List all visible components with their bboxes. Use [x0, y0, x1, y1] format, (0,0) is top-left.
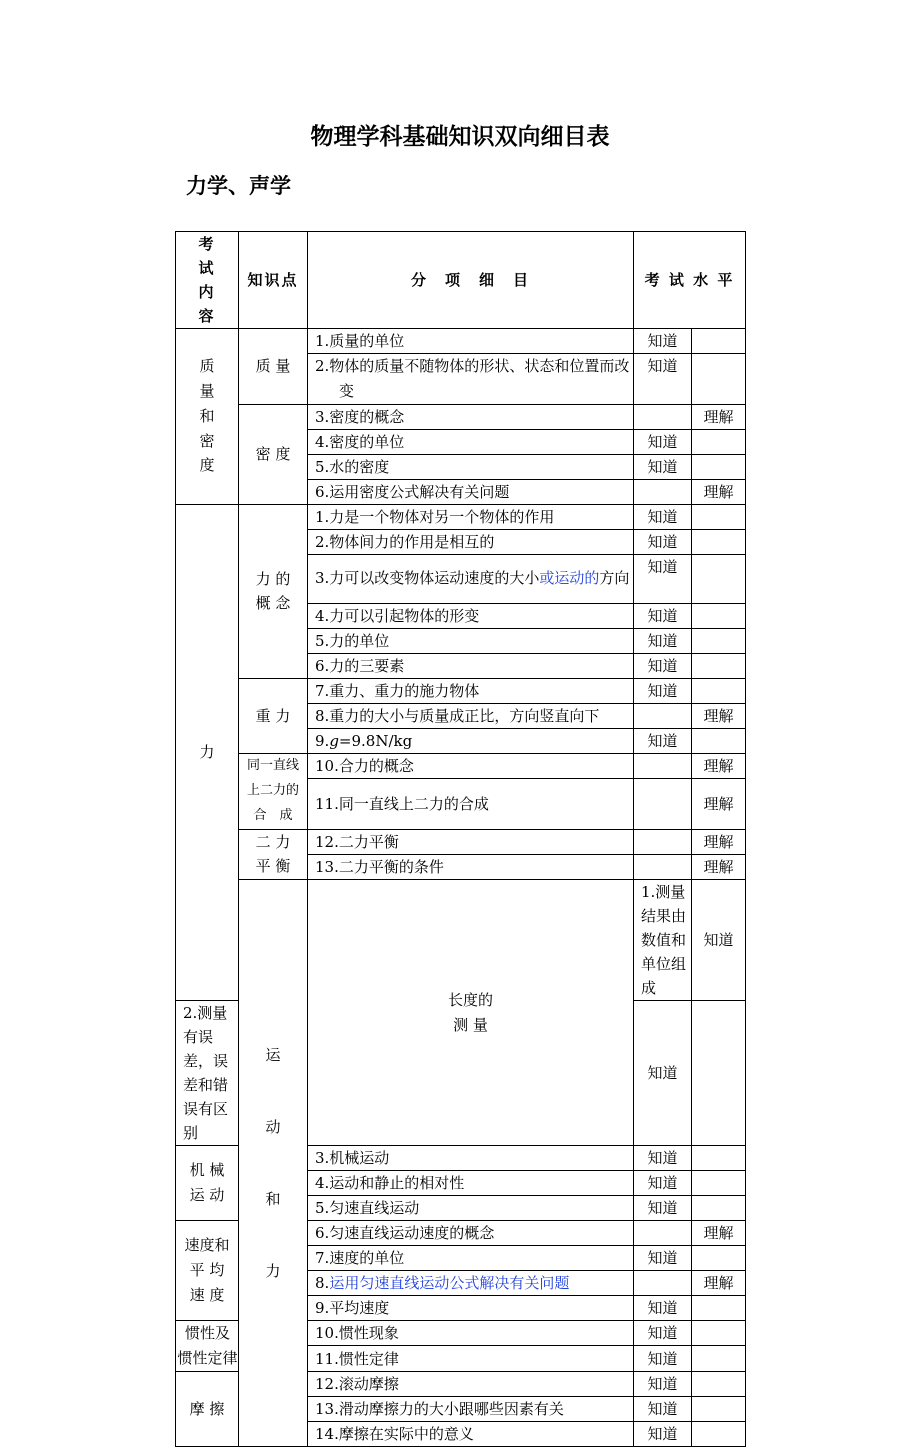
item-cell: 13.滑动摩擦力的大小跟哪些因素有关: [308, 1396, 634, 1421]
level-know: 知道: [634, 1246, 692, 1271]
level-know: [634, 854, 692, 879]
item-cell: 2.物体间力的作用是相互的: [308, 529, 634, 554]
level-understand: [692, 654, 746, 679]
level-understand: [692, 1246, 746, 1271]
header-detail: 分 项 细 目: [308, 232, 634, 329]
level-know: [634, 829, 692, 854]
level-know: [634, 754, 692, 779]
level-know: [634, 704, 692, 729]
section-heading: 力学、声学: [186, 174, 291, 198]
item-cell: 5.水的密度: [308, 454, 634, 479]
item-cell: 11.惯性定律: [308, 1346, 634, 1371]
level-know: [634, 1271, 692, 1296]
table-row: [176, 404, 746, 429]
item-cell: 11.同一直线上二力的合成: [308, 779, 634, 829]
header-content: 考 试 内 容: [176, 232, 239, 329]
level-understand: [692, 1421, 746, 1446]
level-understand: [692, 1001, 746, 1146]
item-cell: 10.合力的概念: [308, 754, 634, 779]
level-know: [634, 779, 692, 829]
level-understand: [692, 504, 746, 529]
level-know: 知道: [634, 1146, 692, 1171]
level-know: 知道: [634, 1296, 692, 1321]
table-row: [176, 829, 746, 854]
item-cell: 1.力是一个物体对另一个物体的作用: [308, 504, 634, 529]
item-cell: 5.力的单位: [308, 629, 634, 654]
level-know: 知道: [634, 1001, 692, 1146]
item-cell: 8.运用匀速直线运动公式解决有关问题: [308, 1271, 634, 1296]
table-row: [176, 754, 746, 779]
topic-cell: 摩 擦: [176, 1371, 239, 1446]
level-understand: [692, 1171, 746, 1196]
table-row: [176, 880, 746, 1001]
item-cell: 3.机械运动: [308, 1146, 634, 1171]
item-cell: 4.力可以引起物体的形变: [308, 604, 634, 629]
item-cell: 7.速度的单位: [308, 1246, 634, 1271]
level-understand: 理解: [692, 829, 746, 854]
level-know: 知道: [634, 1371, 692, 1396]
item-cell: 3.密度的概念: [308, 404, 634, 429]
level-know: [634, 404, 692, 429]
level-understand: [692, 1371, 746, 1396]
topic-cell: 密 度: [239, 404, 308, 504]
header-topic: 知识点: [239, 232, 308, 329]
header-level: 考 试 水 平: [634, 232, 746, 329]
level-know: 知道: [634, 629, 692, 654]
level-understand: 理解: [692, 779, 746, 829]
level-understand: [692, 679, 746, 704]
item-cell: 7.重力、重力的施力物体: [308, 679, 634, 704]
level-know: 知道: [634, 1421, 692, 1446]
level-know: 知道: [634, 1346, 692, 1371]
page-title: 物理学科基础知识双向细目表: [310, 124, 610, 150]
level-understand: 理解: [692, 479, 746, 504]
item-cell: 8.重力的大小与质量成正比，方向竖直向下: [308, 704, 634, 729]
item-cell: 1.质量的单位: [308, 329, 634, 354]
level-understand: [692, 554, 746, 604]
level-understand: [692, 1146, 746, 1171]
topic-cell: 惯性及 惯性定律: [176, 1321, 239, 1372]
item-cell: 6.匀速直线运动速度的概念: [308, 1221, 634, 1246]
level-understand: [692, 429, 746, 454]
level-understand: [692, 454, 746, 479]
item-cell: 5.匀速直线运动: [308, 1196, 634, 1221]
level-know: 知道: [692, 880, 746, 1001]
level-understand: 理解: [692, 404, 746, 429]
level-understand: 理解: [692, 704, 746, 729]
level-know: 知道: [634, 1396, 692, 1421]
item-cell: 1.测量结果由数值和单位组成: [634, 880, 692, 1001]
item-cell: 3.力可以改变物体运动速度的大小或运动的方向: [308, 554, 634, 604]
level-know: 知道: [634, 604, 692, 629]
level-know: 知道: [634, 1196, 692, 1221]
group-cell: 质量和密度: [176, 329, 239, 505]
level-understand: [692, 1296, 746, 1321]
topic-cell: 同一直线上二力的合 成: [239, 754, 308, 829]
level-understand: [692, 1346, 746, 1371]
topic-cell: 二 力 平 衡: [239, 829, 308, 880]
level-understand: 理解: [692, 854, 746, 879]
item-cell: 4.运动和静止的相对性: [308, 1171, 634, 1196]
level-know: 知道: [634, 504, 692, 529]
level-understand: [692, 1196, 746, 1221]
level-know: 知道: [634, 729, 692, 754]
level-understand: [692, 529, 746, 554]
level-know: 知道: [634, 554, 692, 604]
table-header-row: [176, 232, 746, 329]
item-cell: 2.测量有误差，误差和错误有区别: [176, 1001, 239, 1146]
level-know: 知道: [634, 1171, 692, 1196]
level-understand: [692, 354, 746, 405]
item-cell: 4.密度的单位: [308, 429, 634, 454]
table-row: [176, 329, 746, 354]
table-row: [176, 504, 746, 529]
topic-cell: 长度的 测 量: [308, 880, 634, 1146]
item-cell: 2.物体的质量不随物体的形状、状态和位置而改变: [308, 354, 634, 405]
topic-cell: 机 械 运 动: [176, 1146, 239, 1221]
level-know: 知道: [634, 679, 692, 704]
level-know: 知道: [634, 329, 692, 354]
level-know: [634, 1221, 692, 1246]
item-cell: 6.力的三要素: [308, 654, 634, 679]
level-know: 知道: [634, 454, 692, 479]
table-row: [176, 679, 746, 704]
level-know: 知道: [634, 429, 692, 454]
level-understand: [692, 729, 746, 754]
level-know: 知道: [634, 529, 692, 554]
level-know: 知道: [634, 1321, 692, 1346]
level-understand: [692, 1321, 746, 1346]
item-cell: 10.惯性现象: [308, 1321, 634, 1346]
topic-cell: 质 量: [239, 329, 308, 405]
group-cell: 运动和力: [239, 880, 308, 1447]
item-cell: 12.二力平衡: [308, 829, 634, 854]
level-understand: [692, 629, 746, 654]
topic-cell: 重 力: [239, 679, 308, 754]
group-cell: 力: [176, 504, 239, 1001]
item-cell: 6.运用密度公式解决有关问题: [308, 479, 634, 504]
knowledge-table: [175, 231, 746, 1447]
level-understand: 理解: [692, 754, 746, 779]
level-understand: [692, 329, 746, 354]
item-cell: 14.摩擦在实际中的意义: [308, 1421, 634, 1446]
item-cell: 13.二力平衡的条件: [308, 854, 634, 879]
level-understand: 理解: [692, 1271, 746, 1296]
level-understand: [692, 604, 746, 629]
level-understand: [692, 1396, 746, 1421]
topic-cell: 力 的 概 念: [239, 504, 308, 679]
level-know: [634, 479, 692, 504]
level-know: 知道: [634, 654, 692, 679]
item-cell: 9.平均速度: [308, 1296, 634, 1321]
item-cell: 12.滚动摩擦: [308, 1371, 634, 1396]
level-know: 知道: [634, 354, 692, 405]
level-understand: 理解: [692, 1221, 746, 1246]
topic-cell: 速度和 平 均 速 度: [176, 1221, 239, 1321]
item-cell: 9.g=9.8N/kg: [308, 729, 634, 754]
